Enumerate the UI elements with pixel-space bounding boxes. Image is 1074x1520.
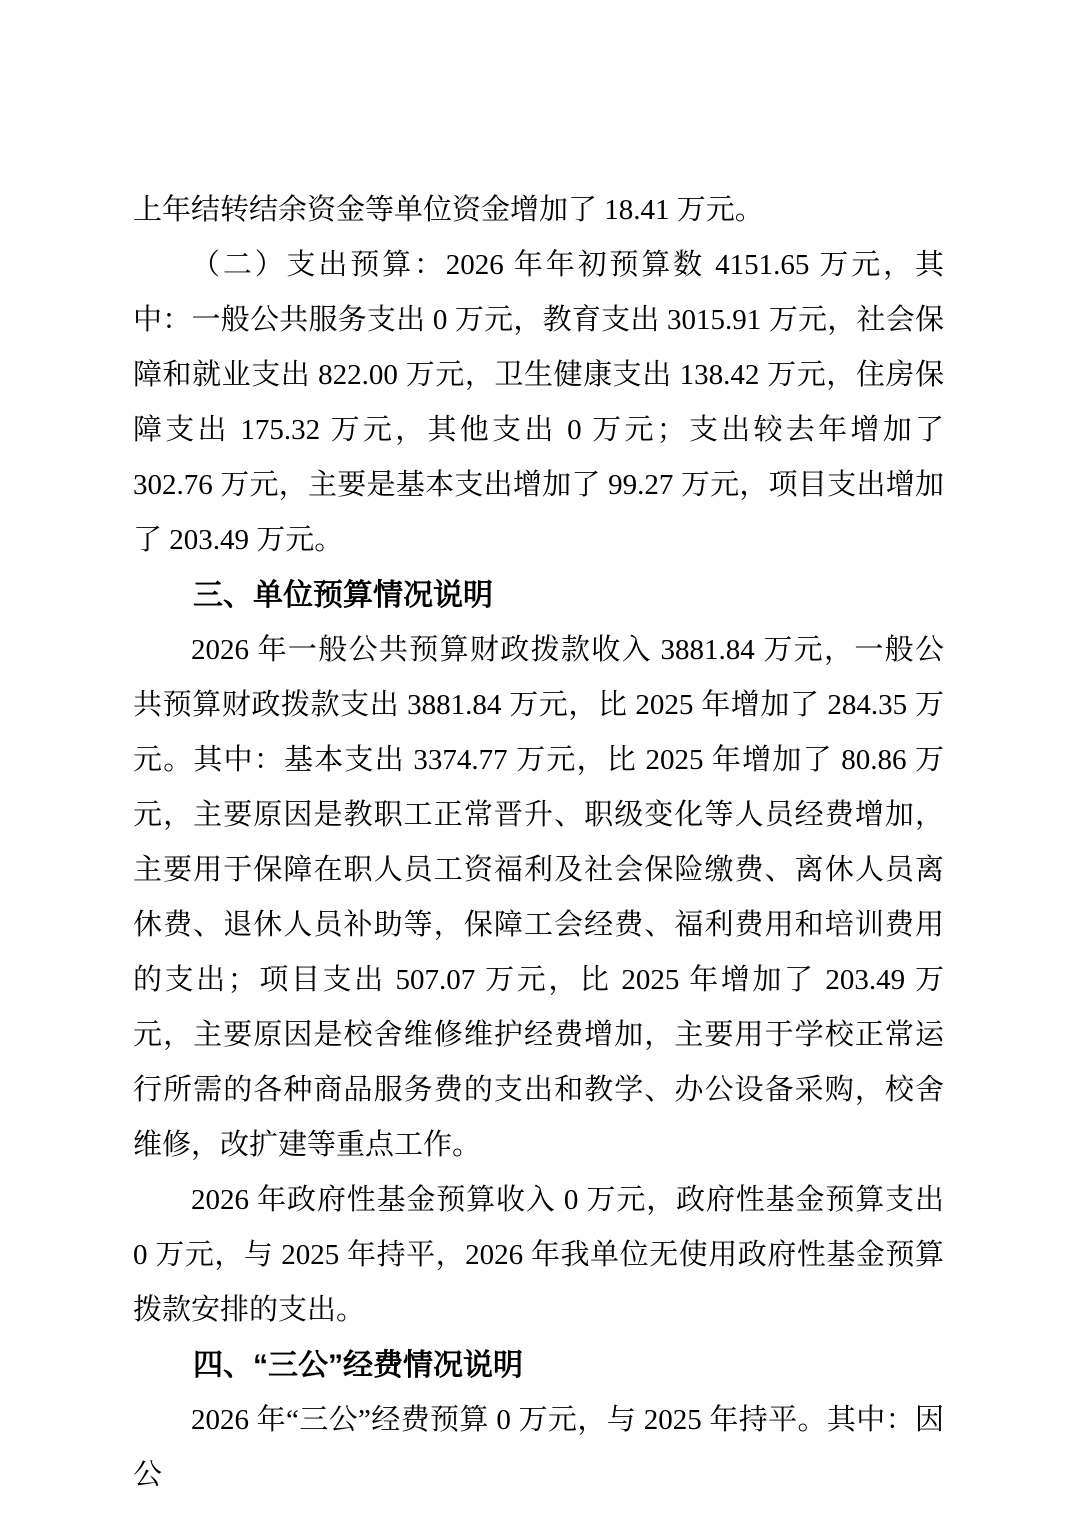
paragraph-expenditure-budget: （二）支出预算：2026 年年初预算数 4151.65 万元，其中：一般公共服务支出 0 万元，教育支出 3015.91 万元，社会保障和就业支出 822.00 万元，卫生健康支出 138.42 万元，住房保障支出 175.32 万元，其他支出 0 万元；支出较去年增加了 302.76 万元，主要是基本支出增加了 99.27 万元，项目支出增加了 203.49 万元。 [133,249,944,556]
section-heading-unit-budget: 三、单位预算情况说明 [193,579,493,612]
paragraph-three-public-expenses: 2026 年“三公”经费预算 0 万元，与 2025 年持平。其中：因公 [133,1404,944,1491]
paragraph-government-fund-budget: 2026 年政府性基金预算收入 0 万元，政府性基金预算支出 0 万元，与 2025 年持平，2026 年我单位无使用政府性基金预算拨款安排的支出。 [133,1184,944,1326]
paragraph-carryover-funds: 上年结转结余资金等单位资金增加了 18.41 万元。 [133,194,764,226]
section-heading-three-public-expenses: 四、“三公”经费情况说明 [193,1349,523,1382]
paragraph-general-public-budget: 2026 年一般公共预算财政拨款收入 3881.84 万元，一般公共预算财政拨款支出 3881.84 万元，比 2025 年增加了 284.35 万元。其中：基本支出 3374.77 万元，比 2025 年增加了 80.86 万元，主要原因是教职工正常晋升、职级变化等人员经费增加，主要用于保障在职人员工资福利及社会保险缴费、离休人员离休费、退休人员补助等，保障工会经费、福利费用和培训费用的支出；项目支出 507.07 万元，比 2025 年增加了 203.49 万元，主要原因是校舍维修维护经费增加，主要用于学校正常运行所需的各种商品服务费的支出和教学、办公设备采购，校舍维修，改扩建等重点工作。 [133,634,944,1161]
